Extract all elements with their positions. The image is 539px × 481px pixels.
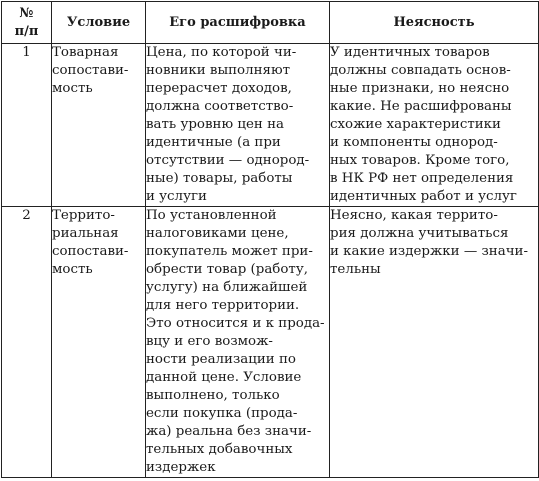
row-decoding: Цена, по которой чи- новники выполняют перерасчет доходов, должна соответство- вать уровню цен на идентичные (а при отсутствии — однород- ные) товары, работы и услуги bbox=[146, 44, 330, 207]
table-row bbox=[2, 207, 539, 478]
table-header-row bbox=[2, 2, 539, 44]
conditions-table bbox=[1, 1, 539, 478]
row-condition: Террито- риальная сопостави- мость bbox=[52, 207, 146, 478]
row-number: 1 bbox=[2, 44, 52, 207]
table-row bbox=[2, 44, 539, 207]
header-decoding: Его расшифровка bbox=[146, 2, 330, 44]
row-unclear: У идентичных товаров должны совпадать основ- ные признаки, но неясно какие. Не расшифрованы схожие характеристики и компоненты однород- ных товаров. Кроме того, в НК РФ нет определения идентичных работ и услуг bbox=[330, 44, 539, 207]
header-condition: Условие bbox=[52, 2, 146, 44]
header-unclear: Неясность bbox=[330, 2, 539, 44]
header-num: № п/п bbox=[2, 2, 52, 44]
row-number: 2 bbox=[2, 207, 52, 478]
row-decoding: По установленной налоговиками цене, покупатель может при- обрести товар (работу, услугу) на ближайшей для него территории. Это относится и к прода- вцу и его возмож- ности реализации по данной цене. Условие выполнено, только если покупка (прода- жа) реальна без значи- тельных добавочных издержек bbox=[146, 207, 330, 478]
row-condition: Товарная сопостави- мость bbox=[52, 44, 146, 207]
row-unclear: Неясно, какая террито- рия должна учитываться и какие издержки — значи- тельны bbox=[330, 207, 539, 478]
